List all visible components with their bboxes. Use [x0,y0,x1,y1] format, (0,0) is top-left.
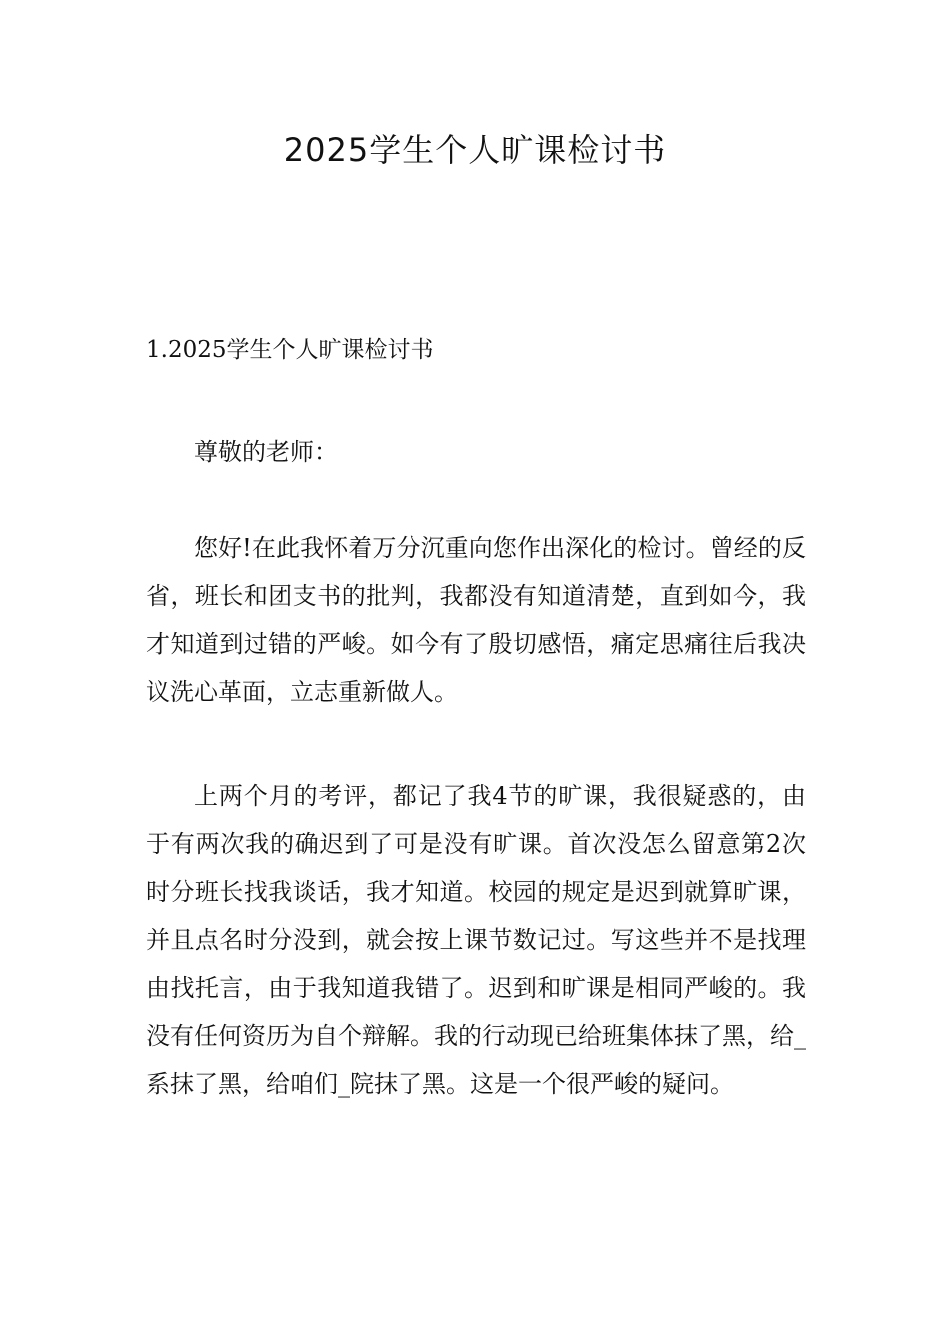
body-paragraph-2: 上两个月的考评，都记了我4节的旷课，我很疑惑的，由于有两次我的确迟到了可是没有旷课。首次没怎么留意第2次时分班长找我谈话，我才知道。校园的规定是迟到就算旷课，并且点名时分没到，就会按上课节数记过。写这些并不是找理由找托言，由于我知道我错了。迟到和旷课是相同严峻的。我没有任何资历为自个辩解。我的行动现已给班集体抹了黑，给_系抹了黑，给咱们_院抹了黑。这是一个很严峻的疑问。 [146,782,806,1098]
document-title: 2025学生个人旷课检讨书 [283,131,667,169]
greeting-line: 尊敬的老师： [194,438,338,466]
section-heading: 1.2025学生个人旷课检讨书 [146,337,434,363]
body-paragraph-1: 您好!在此我怀着万分沉重向您作出深化的检讨。曾经的反省，班长和团支书的批判，我都没有知道清楚，直到如今，我才知道到过错的严峻。如今有了殷切感悟，痛定思痛往后我决议洗心革面，立志重新做人。 [146,534,806,706]
